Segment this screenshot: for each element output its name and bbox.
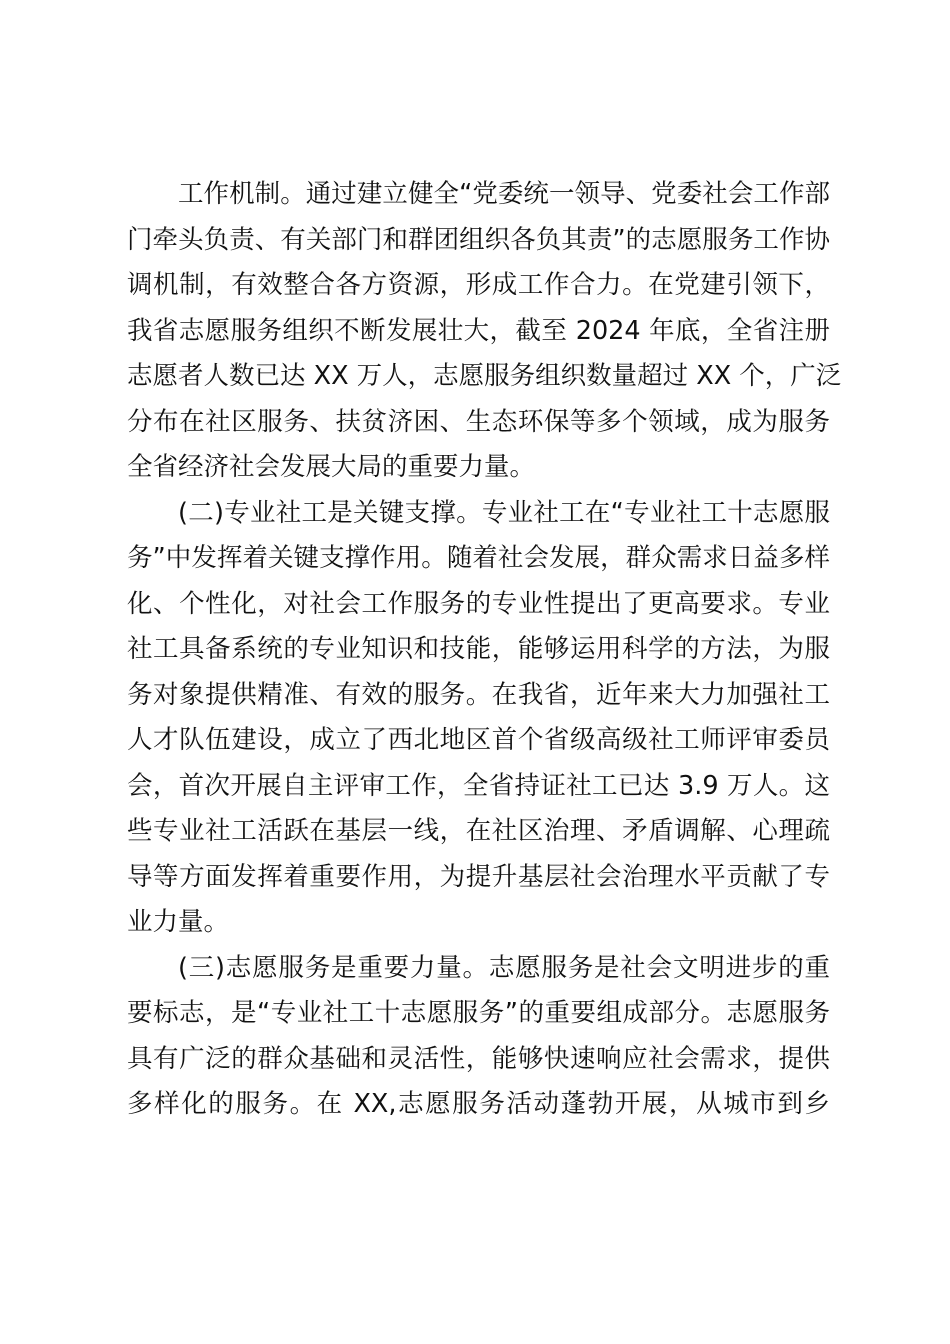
paragraph-line: 化、个性化，对社会工作服务的专业性提出了更高要求。专业	[127, 588, 830, 619]
paragraph-line: 业力量。	[127, 907, 230, 937]
paragraph-line: 具有广泛的群众基础和灵活性，能够快速响应社会需求，提供	[127, 1043, 830, 1074]
section-heading-line: (二)专业社工是关键支撑。专业社工在“专业社工十志愿服	[178, 497, 830, 528]
paragraph-line: 务”中发挥着关键支撑作用。随着社会发展，群众需求日益多样	[127, 543, 830, 573]
paragraph-line: 人才队伍建设，成立了西北地区首个省级高级社工师评审委员	[127, 725, 830, 755]
paragraph-line: 我省志愿服务组织不断发展壮大，截至 2024 年底，全省注册	[127, 315, 830, 346]
document-body	[127, 172, 842, 1128]
paragraph-line: 社工具备系统的专业知识和技能，能够运用科学的方法，为服	[127, 634, 830, 664]
paragraph-line: 全省经济社会发展大局的重要力量。	[127, 452, 536, 482]
paragraph-line: 门牵头负责、有关部门和群团组织各负其责”的志愿服务工作协	[127, 224, 830, 255]
paragraph-line: 工作机制。通过建立健全“党委统一领导、党委社会工作部	[178, 179, 830, 209]
paragraph-line: 调机制，有效整合各方资源，形成工作合力。在党建引领下，	[127, 270, 830, 300]
paragraph-line: 会，首次开展自主评审工作，全省持证社工已达 3.9 万人。这	[127, 770, 830, 801]
section-heading-line: (三)志愿服务是重要力量。志愿服务是社会文明进步的重	[178, 952, 830, 983]
paragraph-line: 志愿者人数已达 XX 万人，志愿服务组织数量超过 XX 个，广泛	[127, 361, 842, 391]
paragraph-line: 多样化的服务。在 XX,志愿服务活动蓬勃开展，从城市到乡	[127, 1089, 830, 1119]
paragraph-line: 务对象提供精准、有效的服务。在我省，近年来大力加强社工	[127, 679, 830, 710]
paragraph-line: 导等方面发挥着重要作用，为提升基层社会治理水平贡献了专	[127, 861, 830, 892]
paragraph-line: 些专业社工活跃在基层一线，在社区治理、矛盾调解、心理疏	[127, 816, 830, 846]
paragraph-line: 分布在社区服务、扶贫济困、生态环保等多个领域，成为服务	[127, 406, 830, 437]
paragraph-line: 要标志，是“专业社工十志愿服务”的重要组成部分。志愿服务	[127, 998, 830, 1028]
